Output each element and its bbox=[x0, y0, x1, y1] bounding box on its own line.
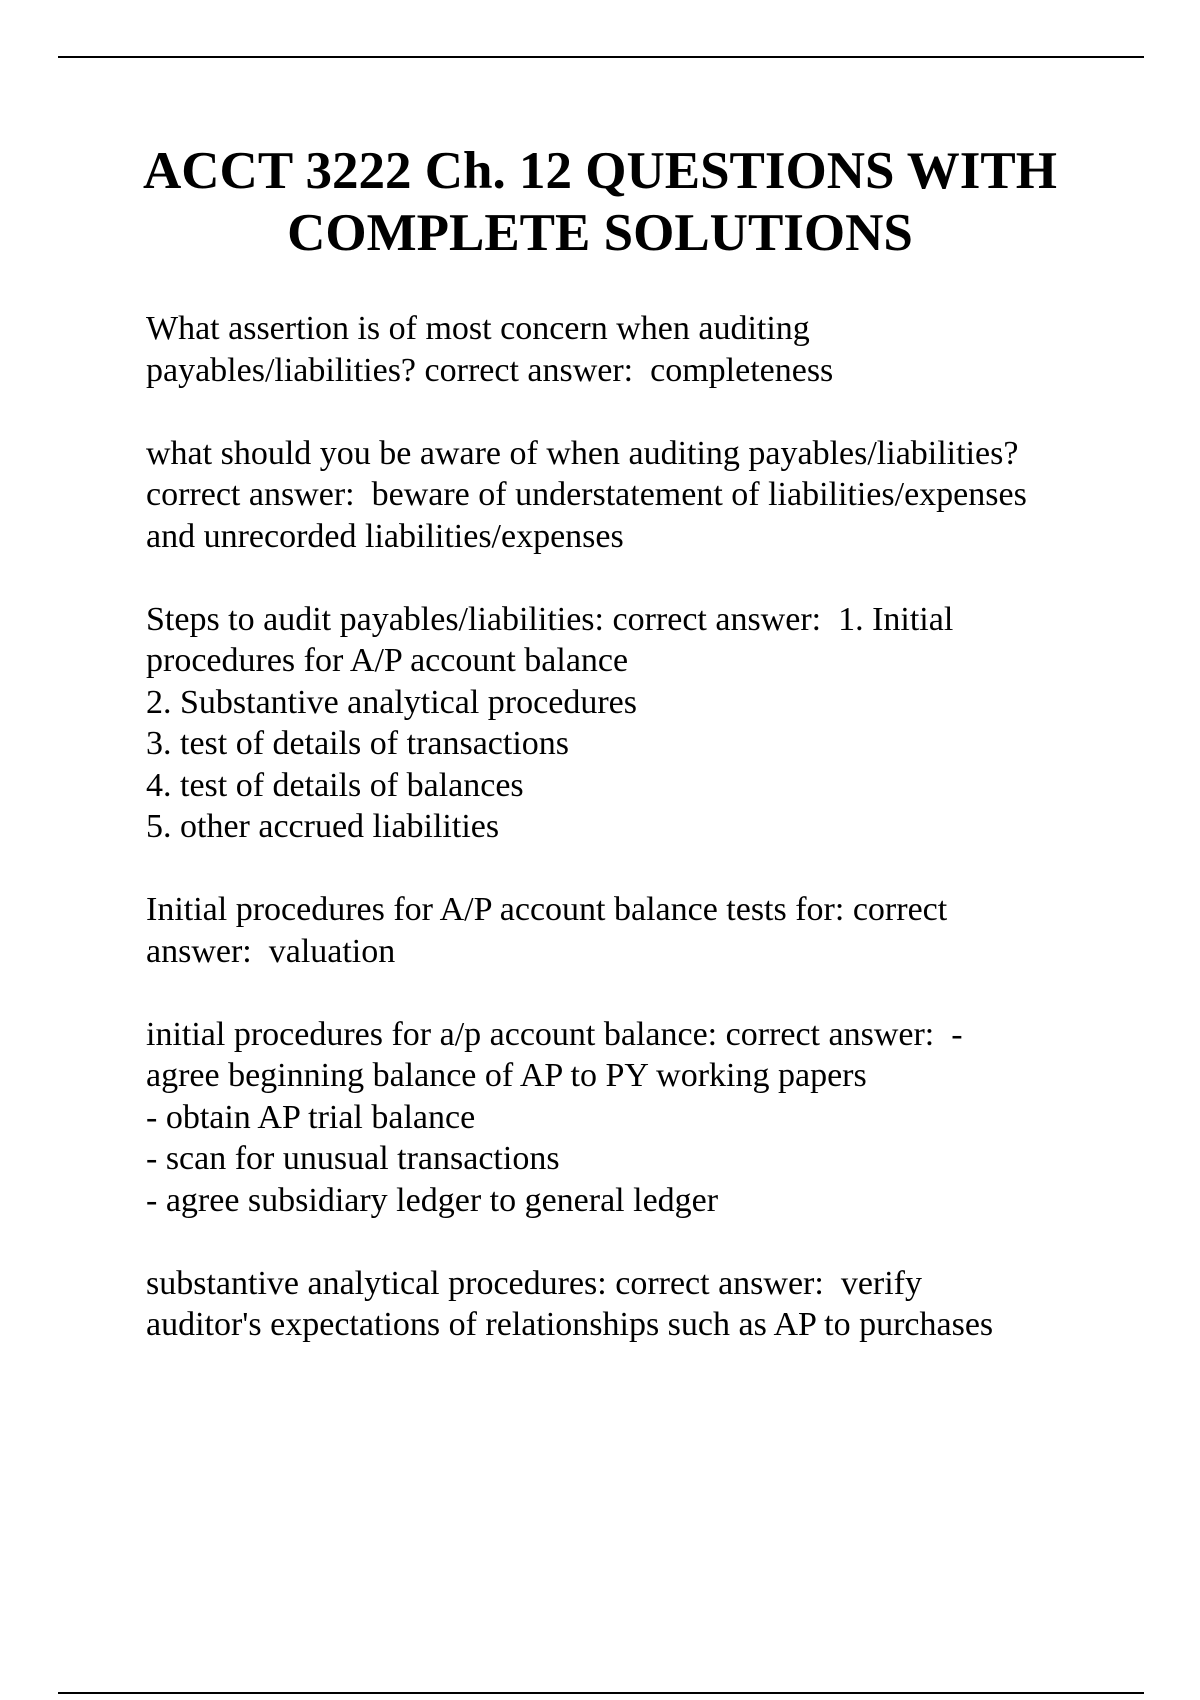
text-line: initial procedures for a/p account balance: correct answer: - bbox=[146, 1015, 963, 1053]
text-line: - agree subsidiary ledger to general ledger bbox=[146, 1181, 719, 1219]
text-line: - scan for unusual transactions bbox=[146, 1140, 560, 1177]
title-line: COMPLETE SOLUTIONS bbox=[287, 204, 913, 262]
text-line: auditor's expectations of relationships such as AP to purchases bbox=[146, 1306, 994, 1343]
text-line: 3. test of details of transactions bbox=[146, 725, 570, 762]
title-line: ACCT 3222 Ch. 12 QUESTIONS WITH bbox=[143, 142, 1057, 200]
text-line: 4. test of details of balances bbox=[146, 766, 524, 804]
text-line: correct answer: beware of understatement of liabilities/expenses bbox=[146, 476, 1027, 513]
text-line: - obtain AP trial balance bbox=[146, 1098, 476, 1136]
text-line: payables/liabilities? correct answer: completeness bbox=[146, 351, 834, 389]
text-line: 5. other accrued liabilities bbox=[146, 808, 500, 845]
qa-item-analytical-procedures bbox=[146, 1263, 1146, 1346]
qa-item-initial-procedures bbox=[146, 1014, 1146, 1222]
text-line: agree beginning balance of AP to PY working papers bbox=[146, 1057, 867, 1094]
text-line: what should you be aware of when auditing payables/liabilities? bbox=[146, 434, 1019, 472]
qa-content bbox=[146, 308, 1146, 1387]
text-line: Steps to audit payables/liabilities: correct answer: 1. Initial bbox=[146, 600, 954, 638]
text-line: 2. Substantive analytical procedures bbox=[146, 683, 637, 721]
qa-item-valuation bbox=[146, 889, 1146, 972]
text-line: answer: valuation bbox=[146, 932, 396, 970]
qa-item-awareness bbox=[146, 433, 1146, 558]
bottom-rule bbox=[58, 1692, 1144, 1694]
text-line: substantive analytical procedures: correct answer: verify bbox=[146, 1264, 923, 1302]
top-rule bbox=[58, 56, 1144, 58]
page-title bbox=[100, 140, 1100, 264]
text-line: Initial procedures for A/P account balance tests for: correct bbox=[146, 891, 948, 928]
text-line: What assertion is of most concern when auditing bbox=[146, 310, 810, 347]
qa-item-audit-steps bbox=[146, 599, 1146, 848]
qa-item-completeness bbox=[146, 308, 1146, 391]
text-line: and unrecorded liabilities/expenses bbox=[146, 517, 624, 555]
text-line: procedures for A/P account balance bbox=[146, 642, 629, 679]
